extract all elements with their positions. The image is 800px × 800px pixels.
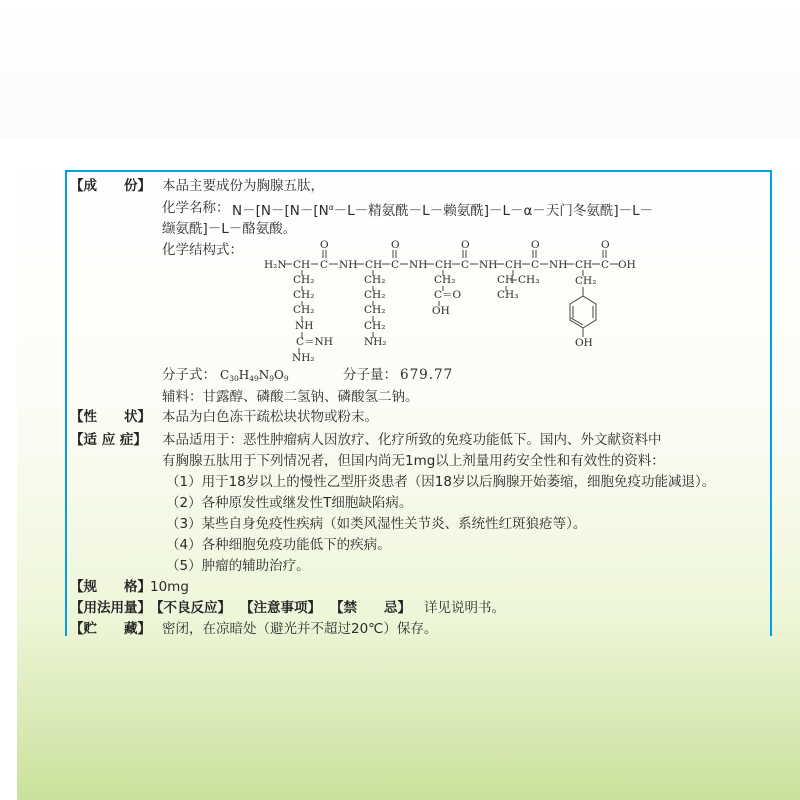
- indications-line2: 有胸腺五肽用于下列情况者，但国内尚无1mg以上剂量用药安全性和有效性的资料：: [162, 453, 665, 469]
- struct-o-4: O: [531, 239, 540, 251]
- lys-ch2-4: CH₂: [364, 320, 386, 332]
- struct-c-4: C: [531, 259, 540, 271]
- struct-nh-4: NH: [549, 259, 568, 271]
- val-ch3-right: CH₃: [518, 274, 540, 286]
- structure-label: 化学结构式：: [162, 242, 243, 258]
- struct-c-3: C: [461, 259, 470, 271]
- struct-nh-1: NH: [339, 259, 358, 271]
- val-ch3-down: CH₃: [497, 289, 519, 301]
- ingredients-label: 【成 份】: [70, 178, 151, 194]
- struct-ch-5: CH: [575, 259, 593, 271]
- asp-c-o: C＝O: [434, 289, 462, 301]
- appearance-text: 本品为白色冻干疏松块状物或粉末。: [162, 409, 378, 425]
- weight-label: 分子量：: [343, 367, 397, 383]
- struct-ch-4: CH: [505, 259, 523, 271]
- spec-label: 【规 格】: [70, 579, 151, 595]
- struct-nh-2: NH: [409, 259, 428, 271]
- lys-ch2-1: CH₂: [364, 274, 386, 286]
- spec-text: 10mg: [150, 579, 189, 595]
- indication-item-1: （1）用于18岁以上的慢性乙型肝炎患者（因18岁以后胸腺开始萎缩，细胞免疫功能减退）。: [166, 474, 716, 490]
- indication-item-2: （2）各种原发性或继发性T细胞缺陷病。: [166, 495, 413, 511]
- struct-nh-3: NH: [479, 259, 498, 271]
- struct-oh-terminal: OH: [618, 259, 636, 271]
- arg-nh2: NH₂: [292, 352, 315, 364]
- struct-c-2: C: [391, 259, 400, 271]
- struct-o-5: O: [601, 239, 610, 251]
- usage-label: 【用法用量】: [70, 600, 151, 616]
- lys-ch2-3: CH₂: [364, 304, 386, 316]
- struct-ch-1: CH: [293, 259, 311, 271]
- struct-c-1: C: [320, 259, 329, 271]
- lys-nh2: NH₂: [364, 336, 387, 348]
- indication-item-3: （3）某些自身免疫性疾病（如类风湿性关节炎、系统性红斑狼疮等）。: [166, 516, 587, 532]
- struct-ch-3: CH: [435, 259, 453, 271]
- adverse-label: 【不良反应】: [150, 600, 231, 616]
- appearance-label: 【性 状】: [70, 409, 151, 425]
- asp-ch2: CH₂: [434, 274, 456, 286]
- struct-o-2: O: [391, 239, 400, 251]
- indication-item-4: （4）各种细胞免疫功能低下的疾病。: [166, 537, 391, 553]
- arg-ch2-1: CH₂: [293, 274, 315, 286]
- formula-label: 分子式：: [162, 367, 216, 383]
- struct-c-5: C: [601, 259, 610, 271]
- tyr-oh: OH: [575, 337, 593, 349]
- arg-ch2-3: CH₂: [293, 304, 315, 316]
- contraindications-label: 【禁 忌】: [330, 600, 411, 616]
- chem-name-line2: 缬氨酰]－L－酪氨酸。: [162, 221, 297, 237]
- arg-nh: NH: [295, 320, 314, 332]
- top-white-area: [0, 0, 800, 138]
- chem-name-label: 化学名称：: [162, 200, 230, 216]
- asp-oh: OH: [432, 305, 450, 317]
- usage-text: 详见说明书。: [424, 600, 505, 616]
- struct-h2n: H₂N: [264, 259, 287, 271]
- val-ch: CH: [497, 274, 515, 286]
- indication-item-5: （5）肿瘤的辅助治疗。: [166, 558, 310, 574]
- storage-text: 密闭，在凉暗处（避光并不超过20℃）保存。: [162, 621, 438, 637]
- molecular-formula: $C_{30}H_{49}N_9O_9$: [220, 368, 289, 383]
- excipients: 辅料：甘露醇、磷酸二氢钠、磷酸氢二钠。: [162, 389, 419, 405]
- struct-o-3: O: [461, 239, 470, 251]
- struct-o-1: O: [320, 239, 329, 251]
- molecular-weight: 679.77: [400, 367, 454, 383]
- indications-label: 【适 应 症】: [70, 432, 147, 448]
- chem-name-line1: $N-[N-[N-[N^\alpha-L-$精氨酰－L－赖氨酰]－L－α－天门冬氨酰]－L－: [232, 203, 654, 219]
- precautions-label: 【注意事项】: [240, 600, 321, 616]
- arg-c-nh: C＝NH: [296, 336, 333, 348]
- lys-ch2-2: CH₂: [364, 289, 386, 301]
- arg-ch2-2: CH₂: [293, 289, 315, 301]
- struct-ch-2: CH: [365, 259, 383, 271]
- indications-line1: 本品适用于：恶性肿瘤病人因放疗、化疗所致的免疫功能低下。国内、外文献资料中: [162, 432, 662, 448]
- storage-label: 【贮 藏】: [70, 621, 151, 637]
- ingredients-intro: 本品主要成份为胸腺五肽，: [162, 178, 324, 194]
- tyr-ch2: CH₂: [575, 275, 597, 287]
